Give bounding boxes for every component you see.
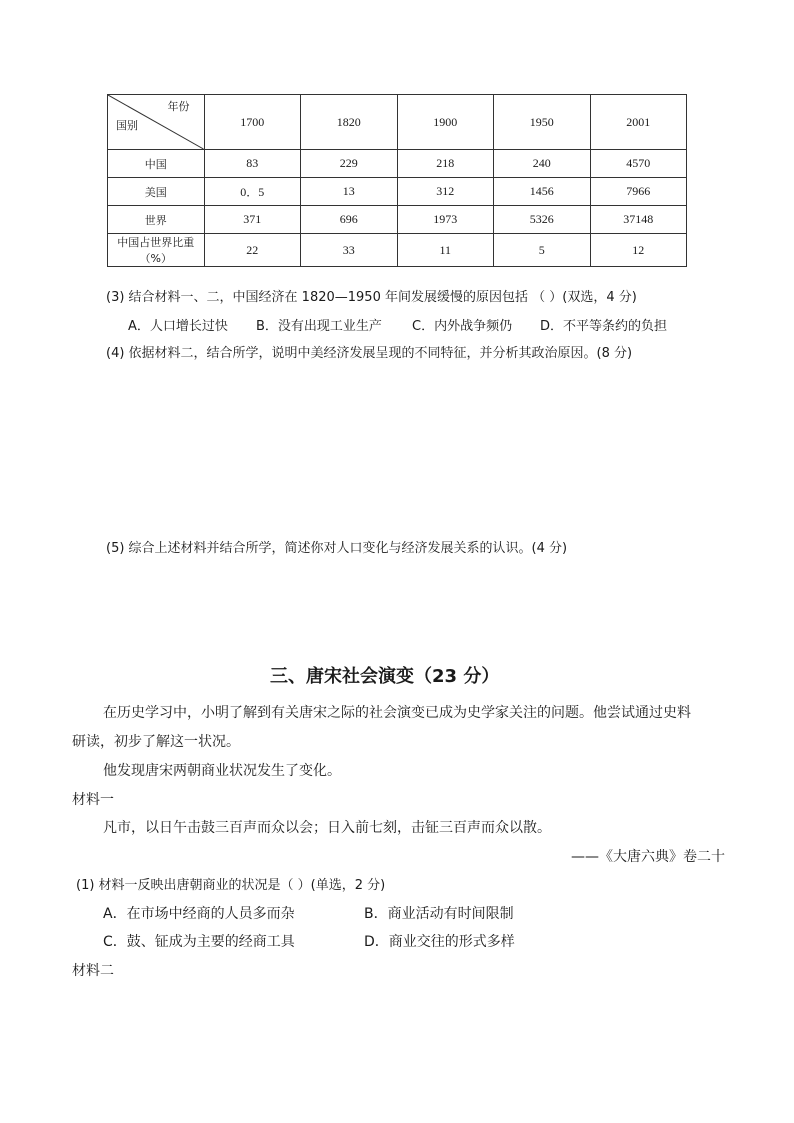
year-header: 1700 <box>204 95 301 150</box>
table-cell: 22 <box>204 234 301 267</box>
intro-line-2: 研读，初步了解这一状况。 <box>72 734 240 750</box>
table-row <box>108 178 687 206</box>
question-4: (4) 依据材料二，结合所学，说明中美经济发展呈现的不同特征，并分析其政治原因。(8 分) <box>106 346 633 361</box>
table-cell: 5 <box>494 234 591 267</box>
s3q1-option-b: B．商业活动有时间限制 <box>364 906 514 922</box>
question-5: (5) 综合上述材料并结合所学，简述你对人口变化与经济发展关系的认识。(4 分) <box>106 541 568 556</box>
data-table <box>107 94 687 267</box>
table-cell: 33 <box>301 234 398 267</box>
table-cell: 229 <box>301 150 398 178</box>
table-cell: 1456 <box>494 178 591 206</box>
q3-option-d: D．不平等条约的负担 <box>540 319 668 334</box>
year-header: 1900 <box>397 95 494 150</box>
table-cell: 0．5 <box>204 178 301 206</box>
intro-line-3: 他发现唐宋两朝商业状况发生了变化。 <box>103 763 341 779</box>
q3-option-b: B．没有出现工业生产 <box>256 319 382 334</box>
table-cell: 7966 <box>590 178 687 206</box>
row-label: 美国 <box>108 178 205 206</box>
section-heading: 三、唐宋社会演变（23 分） <box>270 666 500 687</box>
table-row <box>108 150 687 178</box>
table-corner-cell <box>108 95 205 150</box>
table-cell: 312 <box>397 178 494 206</box>
table-cell: 11 <box>397 234 494 267</box>
table-cell: 696 <box>301 206 398 234</box>
table-cell: 218 <box>397 150 494 178</box>
corner-country-label: 国别 <box>116 119 138 132</box>
table-cell: 371 <box>204 206 301 234</box>
year-header: 1820 <box>301 95 398 150</box>
table-cell: 5326 <box>494 206 591 234</box>
row-label: 中国 <box>108 150 205 178</box>
row-label: 中国占世界比重（%） <box>108 234 205 267</box>
q3-option-a: A．人口增长过快 <box>128 319 228 334</box>
table-cell: 83 <box>204 150 301 178</box>
table-cell: 1973 <box>397 206 494 234</box>
question-3: (3) 结合材料一、二，中国经济在 1820—1950 年间发展缓慢的原因包括 （ ）(双选，4 分) <box>106 290 637 305</box>
material-1-source: ——《大唐六典》卷二十 <box>571 849 725 865</box>
material-2-label: 材料二 <box>72 963 114 979</box>
corner-year-label: 年份 <box>167 100 190 113</box>
table-header-row <box>108 95 687 150</box>
material-1-label: 材料一 <box>72 792 114 808</box>
row-label: 世界 <box>108 206 205 234</box>
q3-option-c: C．内外战争频仍 <box>412 319 513 334</box>
table-cell: 240 <box>494 150 591 178</box>
year-header: 1950 <box>494 95 591 150</box>
s3q1-option-c: C．鼓、钲成为主要的经商工具 <box>103 934 295 950</box>
intro-line-1: 在历史学习中，小明了解到有关唐宋之际的社会演变已成为史学家关注的问题。他尝试通过史料 <box>103 705 691 721</box>
table-row <box>108 234 687 267</box>
year-header: 2001 <box>590 95 687 150</box>
table-cell: 4570 <box>590 150 687 178</box>
s3q1-option-a: A．在市场中经商的人员多而杂 <box>103 906 295 922</box>
section3-question-1: (1) 材料一反映出唐朝商业的状况是（ ）(单选，2 分) <box>76 878 386 893</box>
table-cell: 37148 <box>590 206 687 234</box>
s3q1-option-d: D．商业交往的形式多样 <box>364 934 515 950</box>
table-cell: 12 <box>590 234 687 267</box>
table-row <box>108 206 687 234</box>
table-cell: 13 <box>301 178 398 206</box>
material-1-text: 凡市，以日午击鼓三百声而众以会；日入前七刻，击钲三百声而众以散。 <box>103 820 551 836</box>
